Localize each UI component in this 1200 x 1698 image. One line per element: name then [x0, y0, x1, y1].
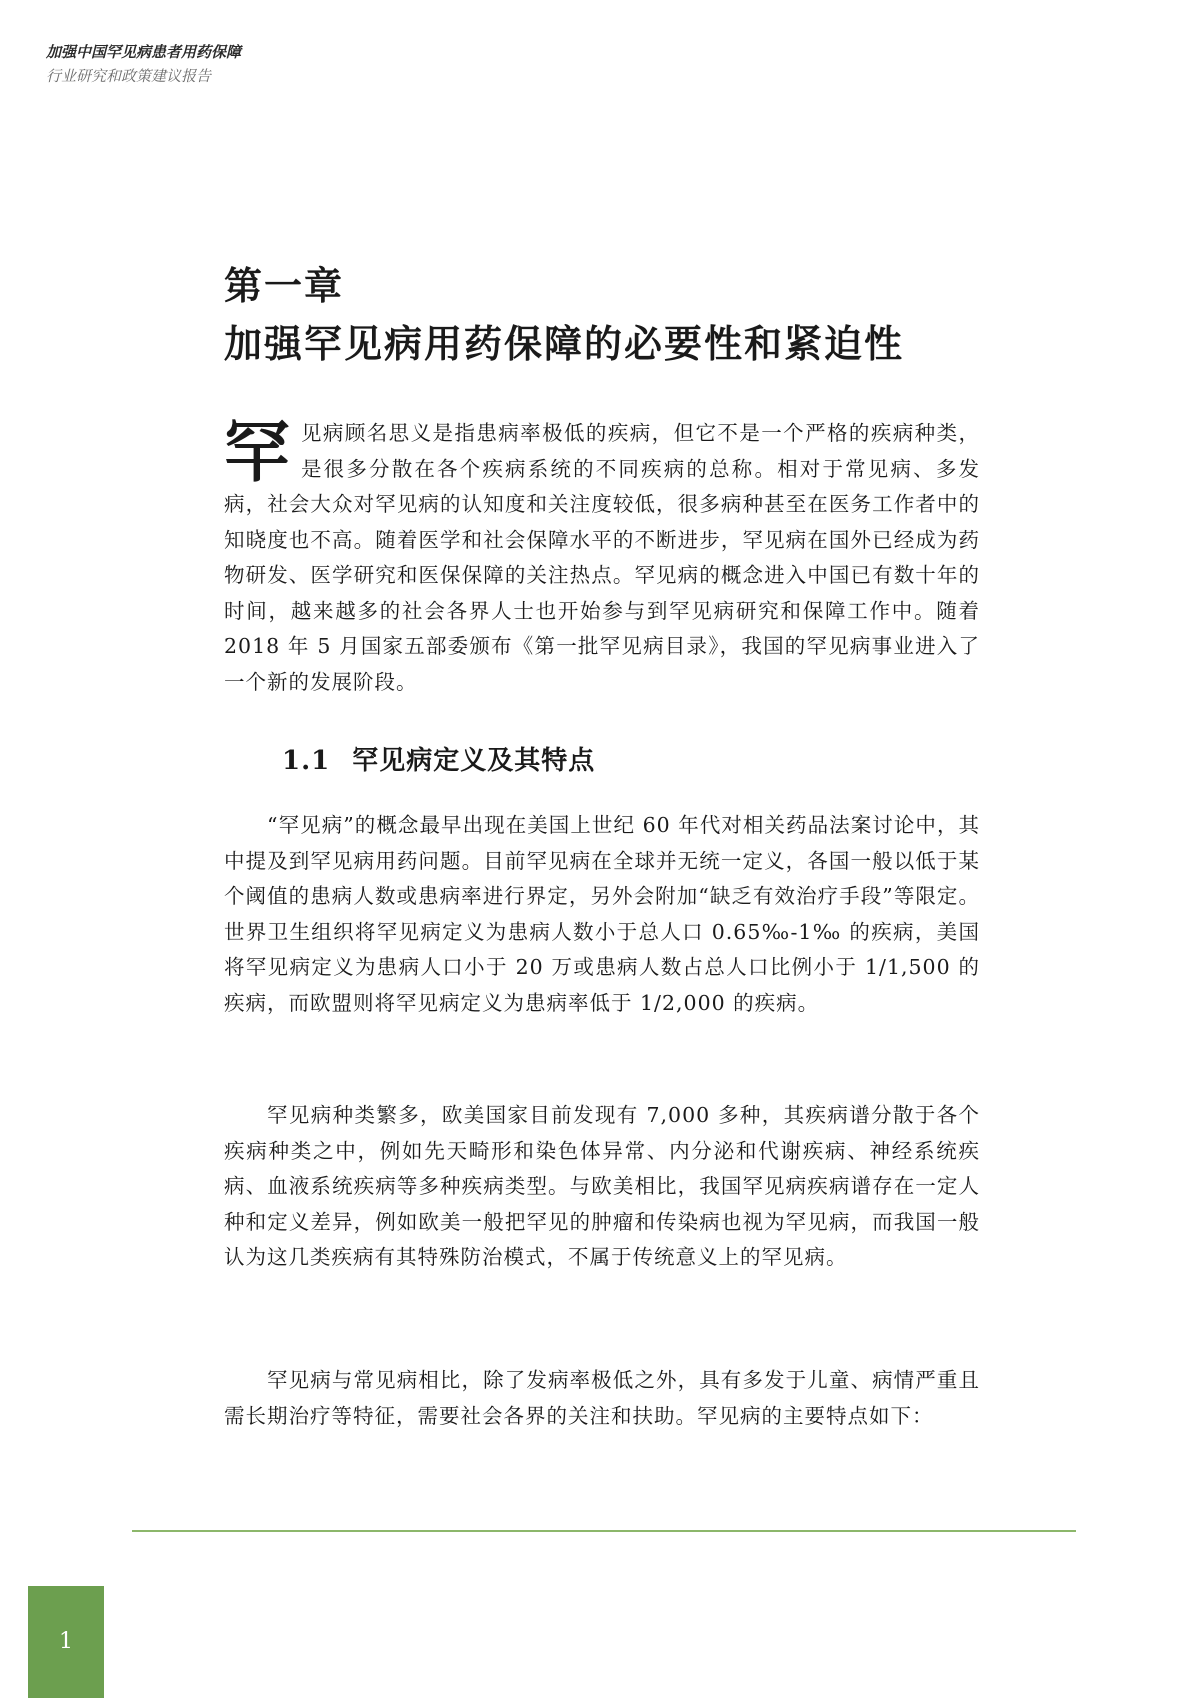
chapter-number: 第一章 — [224, 263, 345, 308]
running-head-title: 加强中国罕见病患者用药保障 — [46, 43, 242, 61]
section-heading — [282, 740, 595, 777]
drop-cap: 罕 — [224, 413, 291, 491]
paragraph-definition: “罕见病”的概念最早出现在美国上世纪 60 年代对相关药品法案讨论中，其中提及到罕见病用药问题。目前罕见病在全球并无统一定义，各国一般以低于某个阈值的患病人数或患病率进行界定，另外会附加“缺乏有效治疗手段”等限定。世界卫生组织将罕见病定义为患病人数小于总人口 0.65‰-1‰ 的疾病，美国将罕见病定义为患病人口小于 20 万或患病人数占总人口比例小于 1/1,500 的疾病，而欧盟则将罕见病定义为患病率低于 1/2,000 的疾病。 — [224, 813, 980, 1015]
section-number: 1.1 — [282, 746, 331, 776]
page-number: 1 — [59, 1629, 73, 1654]
footer-rule — [132, 1530, 1076, 1532]
chapter-heading — [224, 258, 1004, 374]
section-title: 罕见病定义及其特点 — [352, 746, 596, 776]
intro-paragraph — [224, 413, 980, 700]
intro-text: 见病顾名思义是指患病率极低的疾病，但它不是一个严格的疾病种类，是很多分散在各个疾病系统的不同疾病的总称。相对于常见病、多发病，社会大众对罕见病的认知度和关注度较低，很多病种甚至在医务工作者中的知晓度也不高。随着医学和社会保障水平的不断进步，罕见病在国外已经成为药物研发、医学研究和医保保障的关注热点。罕见病的概念进入中国已有数十年的时间，越来越多的社会各界人士也开始参与到罕见病研究和保障工作中。随着 2018 年 5 月国家五部委颁布《第一批罕见病目录》，我国的罕见病事业进入了一个新的发展阶段。 — [224, 421, 980, 694]
page-number-tab — [28, 1586, 104, 1698]
paragraph-characteristics: 罕见病与常见病相比，除了发病率极低之外，具有多发于儿童、病情严重且需长期治疗等特征，需要社会各界的关注和扶助。罕见病的主要特点如下： — [224, 1368, 980, 1428]
chapter-title: 加强罕见病用药保障的必要性和紧迫性 — [224, 321, 905, 366]
running-head-subtitle: 行业研究和政策建议报告 — [46, 67, 212, 85]
paragraph-types: 罕见病种类繁多，欧美国家目前发现有 7,000 多种，其疾病谱分散于各个疾病种类之中，例如先天畸形和染色体异常、内分泌和代谢疾病、神经系统疾病、血液系统疾病等多种疾病类型。与欧美相比，我国罕见病疾病谱存在一定人种和定义差异，例如欧美一般把罕见的肿瘤和传染病也视为罕见病，而我国一般认为这几类疾病有其特殊防治模式，不属于传统意义上的罕见病。 — [224, 1103, 980, 1269]
running-head — [46, 40, 241, 88]
